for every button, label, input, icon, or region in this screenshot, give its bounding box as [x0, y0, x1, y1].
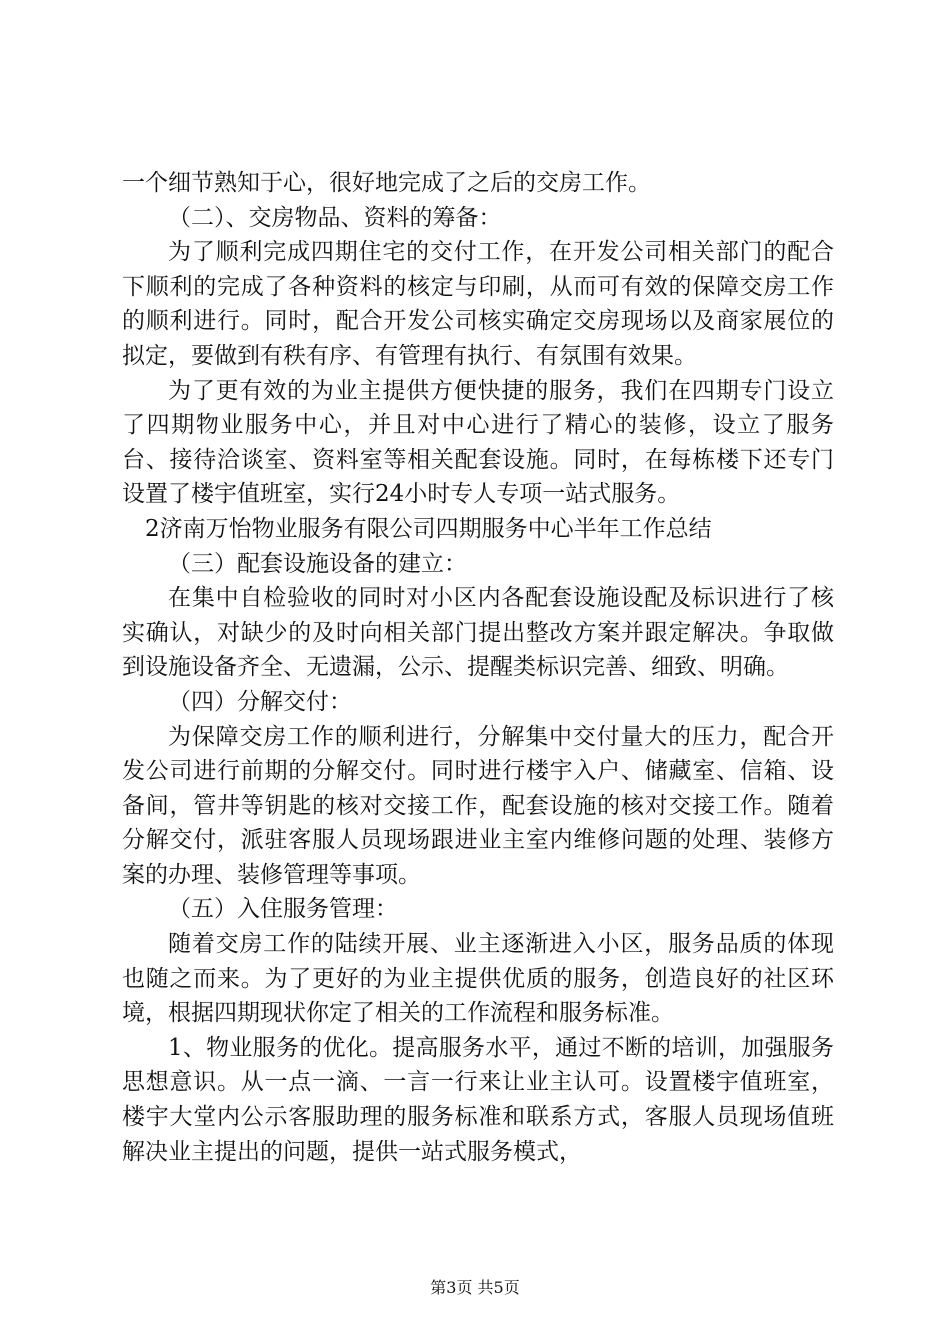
section-heading-5: （五）入住服务管理： [168, 896, 398, 923]
paragraph: 1、物业服务的优化。提高服务水平，通过不断的培训，加强服务思想意识。从一点一滴、一言一行来让业主认可。设置楼宇值班室，楼宇大堂内公示客服助理的服务标准和联系方式，客服人员现场值班解决业主提出的问题，提供一站式服务模式， [122, 1034, 834, 1165]
paragraph: 为了顺利完成四期住宅的交付工作，在开发公司相关部门的配合下顺利的完成了各种资料的核定与印刷，从而可有效的保障交房工作的顺利进行。同时，配合开发公司核实确定交房现场以及商家展位的拟定，要做到有秩有序、有管理有执行、有氛围有效果。 [122, 239, 834, 369]
document-title-line: 2济南万怡物业服务有限公司四期服务中心半年工作总结 [145, 515, 712, 542]
document-body [122, 166, 834, 1169]
paragraph: 为保障交房工作的顺利进行，分解集中交付量大的压力，配合开发公司进行前期的分解交付。同时进行楼宇入户、储藏室、信箱、设备间，管井等钥匙的核对交接工作，配套设施的核对交接工作。随着分解交付，派驻客服人员现场跟进业主室内维修问题的处理、装修方案的办理、装修管理等事项。 [122, 723, 834, 888]
section-heading-3: （三）配套设施设备的建立： [168, 550, 467, 577]
section-heading-2: （二）、交房物品、资料的筹备： [168, 204, 502, 231]
paragraph-continuation: 一个细节熟知于心，很好地完成了之后的交房工作。 [122, 170, 651, 196]
paragraph: 在集中自检验收的同时对小区内各配套设施设配及标识进行了核实确认，对缺少的及时向相关部门提出整改方案并跟定解决。争取做到设施设备齐全、无遗漏，公示、提醒类标识完善、细致、明确。 [122, 585, 834, 681]
paragraph: 为了更有效的为业主提供方便快捷的服务，我们在四期专门设立了四期物业服务中心，并且对中心进行了精心的装修，设立了服务台、接待洽谈室、资料室等相关配套设施。同时，在每栋楼下还专门设置了楼宇值班室，实行24小时专人专项一站式服务。 [122, 377, 834, 508]
paragraph: 随着交房工作的陆续开展、业主逐渐进入小区，服务品质的体现也随之而来。为了更好的为业主提供优质的服务，创造良好的社区环境，根据四期现状你定了相关的工作流程和服务标准。 [122, 931, 834, 1027]
page-footer: 第3页 共5页 [430, 1278, 520, 1297]
section-heading-4: （四）分解交付： [168, 688, 352, 715]
